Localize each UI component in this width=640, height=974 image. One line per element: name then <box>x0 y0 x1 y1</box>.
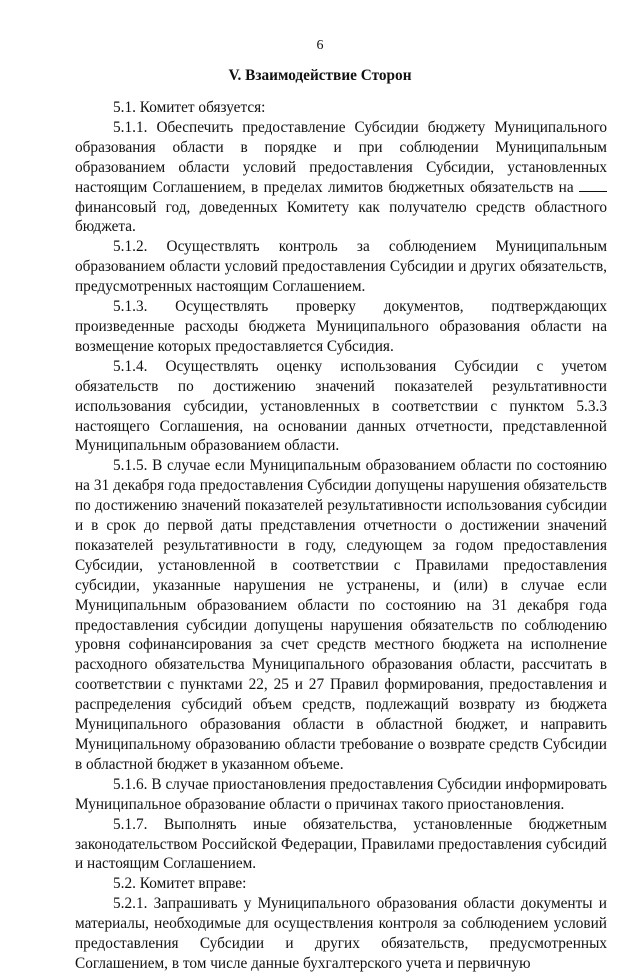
paragraph-5-1-4: 5.1.4. Осуществлять оценку использования Субсидии с учетом обязательств по достижению значений показателей результативности использования субсидии, установленных в соответствии с пунктом 5.3.3 настоящего Соглашения, на основании данных отчетности, представленной Муниципальным образованием области. <box>75 357 607 455</box>
fill-in-blank <box>579 179 607 192</box>
paragraph-5-1-1-text: 5.1.1. Обеспечить предоставление Субсидии бюджету Муниципального образования области в порядке и при соблюдении Муниципальным образованием области условий предоставления Субсидии, установленных настоящим Соглашением, в пределах лимитов бюджетных обязательств на <box>75 118 607 196</box>
paragraph-5-1-7: 5.1.7. Выполнять иные обязательства, установленные бюджетным законодательством Российской Федерации, Правилами предоставления субсидий и настоящим Соглашением. <box>75 815 607 873</box>
paragraph-5-1-1-continuation: финансовый год, доведенных Комитету как получателю средств областного бюджета. <box>75 198 607 236</box>
paragraph-5-2-1: 5.2.1. Запрашивать у Муниципального образования области документы и материалы, необходимые для осуществления контроля за соблюдением условий предоставления Субсидии и других обязательств, предусмотренных Соглашением, в том числе данные бухгалтерского учета и первичную <box>75 895 607 972</box>
paragraph-5-1-3: 5.1.3. Осуществлять проверку документов, подтверждающих произведенные расходы бюджета Муниципального образования области на возмещение которых предоставляется Субсидия. <box>75 298 607 355</box>
paragraph-5-2: 5.2. Комитет вправе: <box>113 875 247 893</box>
page-number: 6 <box>316 38 324 53</box>
paragraph-5-1-2: 5.1.2. Осуществлять контроль за соблюдением Муниципальным образованием области условий предоставления Субсидии и других обязательств, предусмотренных настоящим Соглашением. <box>75 238 607 296</box>
paragraph-5-1-1 <box>75 118 607 237</box>
section-title: V. Взаимодействие Сторон <box>228 67 412 84</box>
paragraph-5-1-6: 5.1.6. В случае приостановления предоставления Субсидии информировать Муниципальное образование области о причинах такого приостановления. <box>75 775 607 813</box>
paragraph-5-1-5: 5.1.5. В случае если Муниципальным образованием области по состоянию на 31 декабря года предоставления Субсидии допущены нарушения обязательств по достижению значений показателей результативности использования субсидии и в срок до первой даты представления отчетности о достижении значений показателей результативности в году, следующем за годом предоставления Субсидии, установленной в соответствии с Правилами предоставления субсидии, указанные нарушения не устранены, и (или) в случае если Муниципальным образованием области по состоянию на 31 декабря года предоставления субсидии допущены нарушения обязательств по соблюдению уровня софинансирования за счет средств местного бюджета на исполнение расходного обязательства Муниципального образования области, рассчитать в соответствии с пунктами 22, 25 и 27 Правил формирования, предоставления и распределения субсидий объем средств, подлежащий возврату из бюджета Муниципального образования области в областной бюджет, и направить Муниципальному образованию области требование о возврате средств Субсидии в областной бюджет в указанном объеме. <box>75 457 607 773</box>
paragraph-5-1: 5.1. Комитет обязуется: <box>113 99 266 116</box>
document-body <box>75 98 607 974</box>
